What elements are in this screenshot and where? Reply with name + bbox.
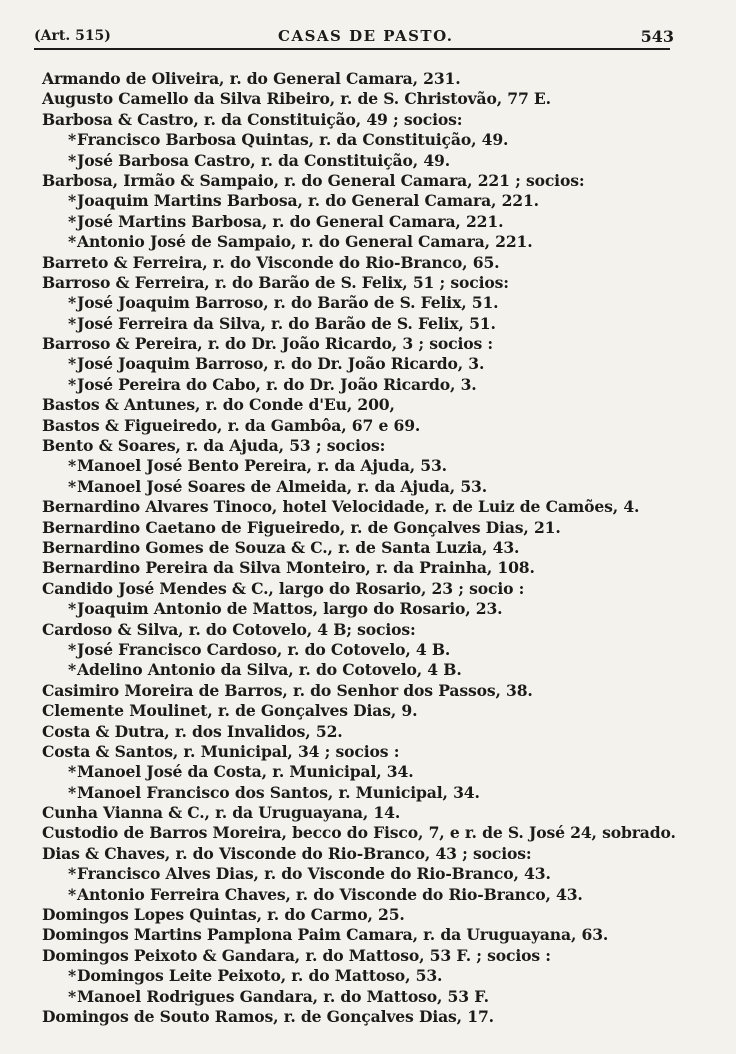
partner-entry: * Domingos Leite Peixoto, r. do Mattoso, 53. (42, 966, 704, 986)
page-number: 543 (640, 27, 674, 46)
partner-entry: * José Joaquim Barroso, r. do Barão de S. Felix, 51. (42, 293, 704, 313)
business-entry: Bernardino Alvares Tinoco, hotel Velocidade, r. de Luiz de Camões, 4. (42, 497, 640, 517)
partner-entry: * Francisco Alves Dias, r. do Visconde do Rio-Branco, 43. (42, 864, 704, 884)
partner-entry: * Francisco Barbosa Quintas, r. da Constituição, 49. (42, 130, 704, 150)
partner-entry: * Manoel José da Costa, r. Municipal, 34. (42, 762, 704, 782)
business-entry: Bastos & Antunes, r. do Conde d'Eu, 200, (42, 395, 395, 415)
business-entry: Armando de Oliveira, r. do General Camara, 231. (42, 69, 461, 88)
partner-entry: * Joaquim Antonio de Mattos, largo do Rosario, 23. (42, 599, 704, 619)
business-entry: Barbosa & Castro, r. da Constituição, 49 ; socios: (42, 109, 463, 129)
partner-entry: * Manoel José Soares de Almeida, r. da Ajuda, 53. (42, 477, 704, 497)
article-reference: (Art. 515) (34, 28, 111, 44)
business-entry: Bernardino Caetano de Figueiredo, r. de Gonçalves Dias, 21. (42, 517, 561, 537)
business-entry: Barbosa, Irmão & Sampaio, r. do General Camara, 221 ; socios: (42, 170, 585, 190)
business-entry: Clemente Moulinet, r. de Gonçalves Dias, 9. (42, 701, 418, 721)
business-entry: Domingos Lopes Quintas, r. do Carmo, 25. (42, 905, 405, 925)
business-entry: Casimiro Moreira de Barros, r. do Senhor dos Passos, 38. (42, 680, 533, 700)
partner-entry: * José Francisco Cardoso, r. do Cotovelo, 4 B. (42, 640, 704, 660)
business-entry: Dias & Chaves, r. do Visconde do Rio-Branco, 43 ; socios: (42, 843, 532, 863)
business-entry: Bernardino Gomes de Souza & C., r. de Santa Luzia, 43. (42, 537, 520, 557)
section-title: CASAS DE PASTO. (278, 27, 454, 45)
business-entry: Costa & Dutra, r. dos Invalidos, 52. (42, 721, 343, 741)
partner-entry: * Manoel Rodrigues Gandara, r. do Mattoso, 53 F. (42, 987, 704, 1007)
business-entry: Bento & Soares, r. da Ajuda, 53 ; socios: (42, 436, 386, 456)
business-entry: Custodio de Barros Moreira, becco do Fisco, 7, e r. de S. José 24, sobrado. (42, 823, 676, 843)
partner-entry: * Manoel José Bento Pereira, r. da Ajuda, 53. (42, 456, 704, 476)
business-entry: Domingos de Souto Ramos, r. de Gonçalves Dias, 17. (42, 1006, 494, 1026)
business-entry: Augusto Camello da Silva Ribeiro, r. de S. Christovão, 77 E. (42, 89, 551, 109)
business-entry: Candido José Mendes & C., largo do Rosario, 23 ; socio : (42, 578, 525, 598)
business-entry: Bastos & Figueiredo, r. da Gambôa, 67 e 69. (42, 415, 421, 435)
business-entry: Barroso & Ferreira, r. do Barão de S. Felix, 51 ; socios: (42, 272, 509, 292)
partner-entry: * Joaquim Martins Barbosa, r. do General Camara, 221. (42, 191, 704, 211)
business-entry: Domingos Peixoto & Gandara, r. do Mattoso, 53 F. ; socios : (42, 945, 551, 965)
business-entry: Domingos Martins Pamplona Paim Camara, r. da Uruguayana, 63. (42, 925, 609, 945)
directory-entries (42, 69, 704, 1027)
partner-entry: * Adelino Antonio da Silva, r. do Cotovelo, 4 B. (42, 660, 704, 680)
partner-entry: * José Ferreira da Silva, r. do Barão de S. Felix, 51. (42, 314, 704, 334)
running-header (34, 24, 674, 50)
partner-entry: * José Joaquim Barroso, r. do Dr. João Ricardo, 3. (42, 354, 704, 374)
partner-entry: * Antonio Ferreira Chaves, r. do Visconde do Rio-Branco, 43. (42, 885, 704, 905)
business-entry: Bernardino Pereira da Silva Monteiro, r. da Prainha, 108. (42, 558, 535, 578)
partner-entry: * José Barbosa Castro, r. da Constituição, 49. (42, 151, 704, 171)
business-entry: Cardoso & Silva, r. do Cotovelo, 4 B; socios: (42, 619, 416, 639)
partner-entry: * Antonio José de Sampaio, r. do General Camara, 221. (42, 232, 704, 252)
partner-entry: * José Martins Barbosa, r. do General Camara, 221. (42, 212, 704, 232)
partner-entry: * José Pereira do Cabo, r. do Dr. João Ricardo, 3. (42, 375, 704, 395)
business-entry: Costa & Santos, r. Municipal, 34 ; socios : (42, 741, 400, 761)
business-entry: Barreto & Ferreira, r. do Visconde do Rio-Branco, 65. (42, 252, 500, 272)
partner-entry: * Manoel Francisco dos Santos, r. Municipal, 34. (42, 783, 704, 803)
business-entry: Cunha Vianna & C., r. da Uruguayana, 14. (42, 803, 401, 823)
business-entry: Barroso & Pereira, r. do Dr. João Ricardo, 3 ; socios : (42, 334, 493, 354)
